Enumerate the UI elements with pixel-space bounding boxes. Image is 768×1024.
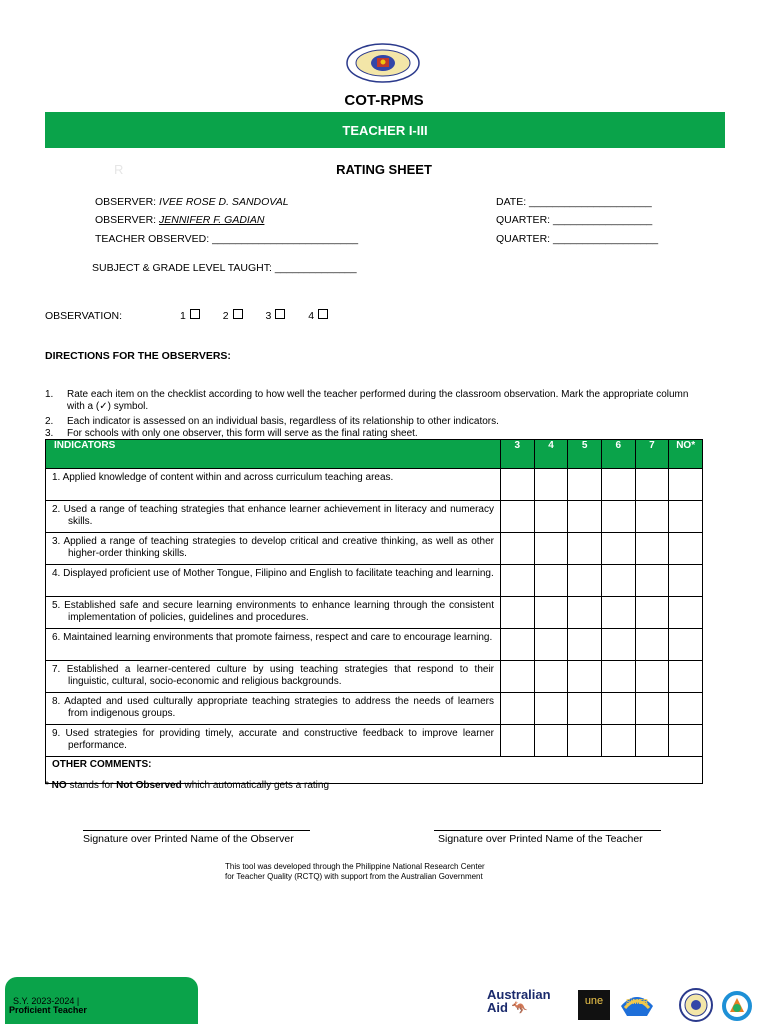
header-not-observed: NO* bbox=[669, 440, 703, 469]
rating-cell-no[interactable] bbox=[669, 725, 703, 757]
rating-cell-4[interactable] bbox=[534, 629, 568, 661]
rating-cell-3[interactable] bbox=[501, 469, 535, 501]
teacher-signature-line bbox=[434, 830, 661, 831]
observer-2-field bbox=[95, 214, 264, 226]
une-logo: une bbox=[578, 990, 610, 1020]
header-rating-5: 5 bbox=[568, 440, 602, 469]
checkbox-icon[interactable] bbox=[318, 309, 328, 319]
rating-cell-3[interactable] bbox=[501, 661, 535, 693]
rating-cell-no[interactable] bbox=[669, 629, 703, 661]
observation-option-2[interactable]: 2 bbox=[223, 310, 243, 322]
rating-cell-5[interactable] bbox=[568, 629, 602, 661]
observer-1-field bbox=[95, 196, 289, 208]
rating-cell-6[interactable] bbox=[601, 533, 635, 565]
observation-option-1[interactable]: 1 bbox=[180, 310, 200, 322]
rating-cell-6[interactable] bbox=[601, 629, 635, 661]
rating-cell-5[interactable] bbox=[568, 693, 602, 725]
rating-cell-6[interactable] bbox=[601, 693, 635, 725]
rating-cell-4[interactable] bbox=[534, 693, 568, 725]
quarter-field-2: QUARTER: __________________ bbox=[496, 233, 659, 245]
footnote: * NO stands for Not Observed which automatically gets a rating bbox=[45, 780, 330, 791]
checkbox-icon[interactable] bbox=[275, 309, 285, 319]
observation-option-4[interactable]: 4 bbox=[308, 310, 328, 322]
rating-cell-3[interactable] bbox=[501, 565, 535, 597]
document-title: COT-RPMS bbox=[344, 92, 424, 109]
rating-cell-7[interactable] bbox=[635, 629, 669, 661]
deped-seal-logo bbox=[346, 43, 420, 83]
rating-cell-6[interactable] bbox=[601, 725, 635, 757]
header-rating-4: 4 bbox=[534, 440, 568, 469]
observer-1-label: OBSERVER: bbox=[95, 196, 157, 208]
footnote-not-observed: Not Observed bbox=[116, 780, 182, 791]
simer-logo bbox=[617, 988, 657, 1018]
rating-cell-4[interactable] bbox=[534, 501, 568, 533]
observer-2-label: OBSERVER: bbox=[95, 214, 157, 226]
teacher-level-text: TEACHER I-III bbox=[342, 123, 428, 138]
indicator-text: 9. Used strategies for providing timely, accurate and constructive feedback to improve learner performance. bbox=[46, 725, 501, 757]
header-rating-6: 6 bbox=[601, 440, 635, 469]
teacher-observed-field: TEACHER OBSERVED: _________________________ bbox=[95, 233, 359, 245]
direction-item: 2. Each indicator is assessed on an individual basis, regardless of its relationship to other indicators. bbox=[45, 416, 499, 427]
observation-label: OBSERVATION: bbox=[45, 310, 123, 322]
directions-title: DIRECTIONS FOR THE OBSERVERS: bbox=[45, 350, 231, 362]
indicator-text: 8. Adapted and used culturally appropriate teaching strategies to address the needs of learners from indigenous groups. bbox=[46, 693, 501, 725]
quarter-field-1: QUARTER: _________________ bbox=[496, 214, 653, 226]
rating-cell-3[interactable] bbox=[501, 629, 535, 661]
rating-cell-7[interactable] bbox=[635, 693, 669, 725]
other-comments-label: OTHER COMMENTS: bbox=[52, 759, 152, 770]
rating-cell-5[interactable] bbox=[568, 725, 602, 757]
indicator-text: 2. Used a range of teaching strategies that enhance learner achievement in literacy and numeracy skills. bbox=[46, 501, 501, 533]
table-row bbox=[46, 565, 703, 597]
direction-item: 1. Rate each item on the checklist according to how well the teacher performed during the classroom observation. Mark the appropriate column with a (✓) symbol. bbox=[45, 389, 689, 412]
deped-round-logo bbox=[678, 988, 714, 1022]
rating-cell-4[interactable] bbox=[534, 469, 568, 501]
indicator-text: 1. Applied knowledge of content within and across curriculum teaching areas. bbox=[46, 469, 501, 501]
rating-cell-6[interactable] bbox=[601, 469, 635, 501]
observer-1-name: IVEE ROSE D. SANDOVAL bbox=[159, 196, 289, 208]
rating-cell-6[interactable] bbox=[601, 565, 635, 597]
rating-cell-7[interactable] bbox=[635, 597, 669, 629]
rating-cell-4[interactable] bbox=[534, 597, 568, 629]
table-row bbox=[46, 693, 703, 725]
rating-sheet-title: RATING SHEET bbox=[336, 162, 432, 177]
rating-cell-3[interactable] bbox=[501, 693, 535, 725]
rating-cell-no[interactable] bbox=[669, 533, 703, 565]
table-row bbox=[46, 533, 703, 565]
rating-cell-5[interactable] bbox=[568, 565, 602, 597]
rating-cell-3[interactable] bbox=[501, 597, 535, 629]
rating-cell-5[interactable] bbox=[568, 469, 602, 501]
rating-cell-7[interactable] bbox=[635, 469, 669, 501]
rating-table bbox=[45, 439, 703, 784]
rating-cell-no[interactable] bbox=[669, 565, 703, 597]
rating-cell-no[interactable] bbox=[669, 597, 703, 629]
subject-grade-field: SUBJECT & GRADE LEVEL TAUGHT: ______________ bbox=[92, 262, 357, 274]
indicator-text: 5. Established safe and secure learning environments to enhance learning through the consistent implementation of policies, guidelines and procedures. bbox=[46, 597, 501, 629]
school-year-label: S.Y. 2023-2024 | Proficient Teacher bbox=[9, 996, 87, 1015]
rating-cell-7[interactable] bbox=[635, 533, 669, 565]
rating-cell-no[interactable] bbox=[669, 693, 703, 725]
rating-cell-5[interactable] bbox=[568, 501, 602, 533]
header-rating-7: 7 bbox=[635, 440, 669, 469]
rating-cell-3[interactable] bbox=[501, 501, 535, 533]
australian-aid-logo: Australian Aid 🦘 bbox=[487, 987, 551, 1015]
rctq-ring-logo bbox=[720, 990, 754, 1022]
direction-item: 3. For schools with only one observer, this form will serve as the final rating sheet. bbox=[45, 428, 418, 439]
rating-cell-no[interactable] bbox=[669, 469, 703, 501]
checkbox-icon[interactable] bbox=[233, 309, 243, 319]
table-row bbox=[46, 725, 703, 757]
rating-cell-3[interactable] bbox=[501, 725, 535, 757]
rating-cell-3[interactable] bbox=[501, 533, 535, 565]
footnote-no: NO bbox=[51, 780, 67, 791]
rating-cell-4[interactable] bbox=[534, 533, 568, 565]
observer-signature-line bbox=[83, 830, 310, 831]
indicator-text: 6. Maintained learning environments that promote fairness, respect and care to encourage learning. bbox=[46, 629, 501, 661]
rctq-credit: This tool was developed through the Philippine National Research Center for Teacher Quality (RCTQ) with support from the Australian Government bbox=[225, 862, 485, 881]
checkbox-icon[interactable] bbox=[190, 309, 200, 319]
rating-cell-no[interactable] bbox=[669, 661, 703, 693]
indicator-text: 3. Applied a range of teaching strategies to develop critical and creative thinking, as well as other higher-order thinking skills. bbox=[46, 533, 501, 565]
observer-2-name: JENNIFER F. GADIAN bbox=[159, 214, 265, 226]
rating-cell-4[interactable] bbox=[534, 565, 568, 597]
observation-option-3[interactable]: 3 bbox=[266, 310, 286, 322]
rating-cell-7[interactable] bbox=[635, 661, 669, 693]
rating-cell-4[interactable] bbox=[534, 725, 568, 757]
rating-cell-4[interactable] bbox=[534, 661, 568, 693]
rating-cell-7[interactable] bbox=[635, 565, 669, 597]
table-header-row bbox=[46, 440, 703, 469]
rating-cell-5[interactable] bbox=[568, 597, 602, 629]
indicator-text: 7. Established a learner-centered culture by using teaching strategies that respond to their linguistic, cultural, socio-economic and religious backgrounds. bbox=[46, 661, 501, 693]
indicator-text: 4. Displayed proficient use of Mother Tongue, Filipino and English to facilitate teaching and learning. bbox=[46, 565, 501, 597]
table-row bbox=[46, 469, 703, 501]
svg-text:SiMER: SiMER bbox=[625, 999, 649, 1006]
rating-cell-5[interactable] bbox=[568, 661, 602, 693]
header-indicators: INDICATORS bbox=[46, 440, 501, 469]
teacher-signature-label: Signature over Printed Name of the Teacher bbox=[438, 833, 643, 845]
table-row bbox=[46, 501, 703, 533]
date-field: DATE: _____________________ bbox=[496, 196, 652, 208]
faint-letter: R bbox=[114, 162, 124, 177]
header-rating-3: 3 bbox=[501, 440, 535, 469]
observation-options bbox=[180, 309, 348, 322]
teacher-level-banner bbox=[45, 112, 725, 148]
rating-cell-6[interactable] bbox=[601, 501, 635, 533]
rating-cell-7[interactable] bbox=[635, 501, 669, 533]
rating-cell-6[interactable] bbox=[601, 597, 635, 629]
rating-cell-6[interactable] bbox=[601, 661, 635, 693]
table-row bbox=[46, 597, 703, 629]
table-row bbox=[46, 661, 703, 693]
rating-cell-7[interactable] bbox=[635, 725, 669, 757]
rating-cell-5[interactable] bbox=[568, 533, 602, 565]
table-row bbox=[46, 629, 703, 661]
footer-tab bbox=[5, 977, 198, 1024]
rating-cell-no[interactable] bbox=[669, 501, 703, 533]
observer-signature-label: Signature over Printed Name of the Observer bbox=[83, 833, 294, 845]
